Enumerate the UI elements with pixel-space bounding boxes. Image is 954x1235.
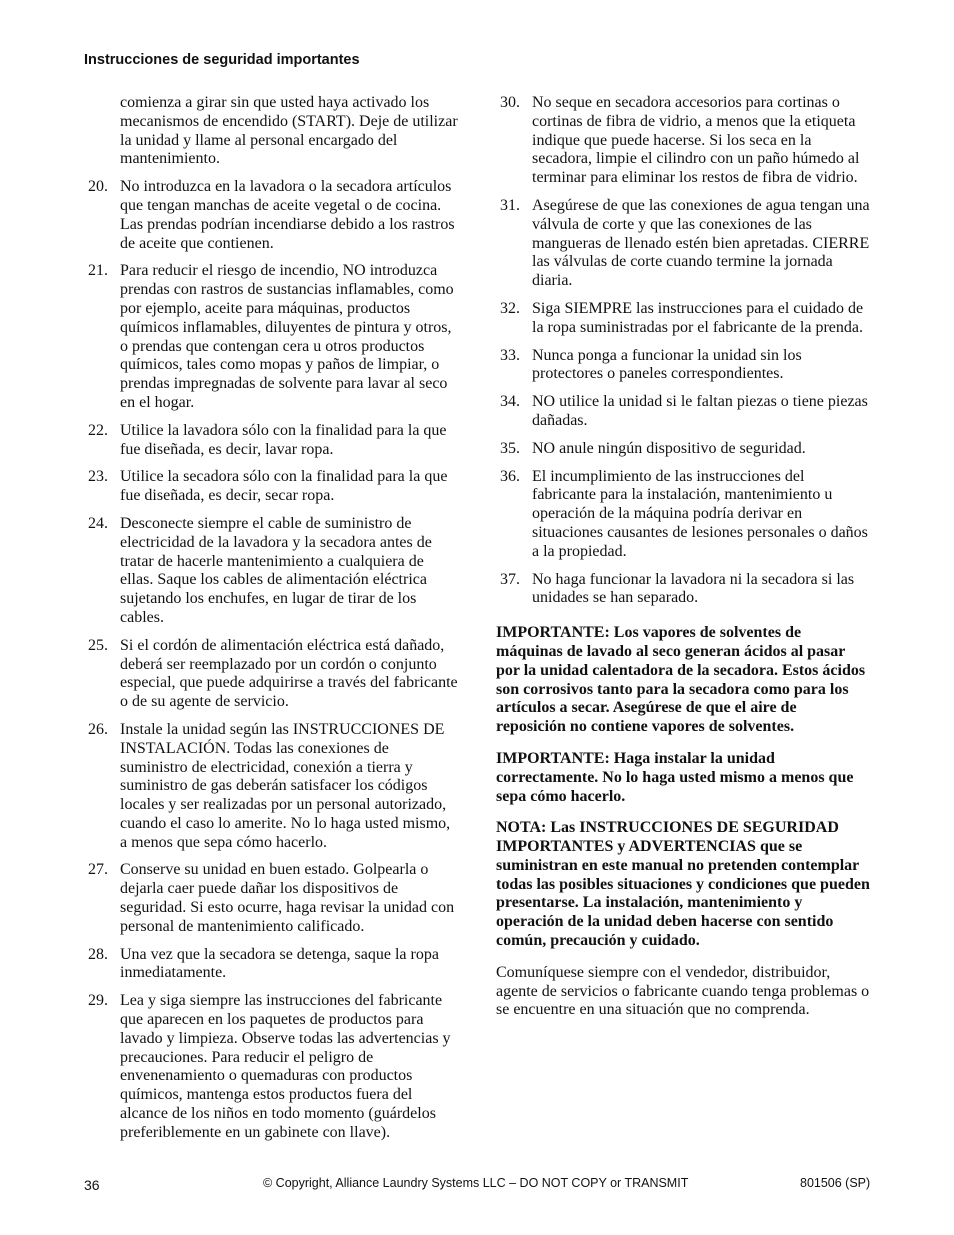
item-number: 24.	[88, 514, 108, 532]
list-item	[84, 992, 458, 1142]
list-item	[84, 422, 458, 460]
item-text: Nunca ponga a funcionar la unidad sin los protectores o paneles correspondientes.	[532, 346, 802, 383]
item-number: 27.	[88, 861, 108, 879]
item-text: Instale la unidad según las INSTRUCCIONES DE INSTALACIÓN. Todas las conexiones de suministro de electricidad, conexión a tierra y suministro de gas deberán satisfacer los códigos locales y ser realizadas por un personal autorizado, cuando el caso lo amerite. No lo haga usted mismo, a menos que sepa cómo hacerlo.	[120, 720, 451, 851]
item-text: Desconecte siempre el cable de suministro de electricidad de la lavadora y la secadora antes de tratar de hacerle mantenimiento a cualquiera de ellas. Saque los cables de alimentación eléctrica sujetando los enchufes, en lugar de tirar de los cables.	[120, 514, 432, 626]
list-item	[84, 468, 458, 506]
item-text: Utilice la lavadora sólo con la finalidad para la que fue diseñada, es decir, lavar ropa.	[120, 421, 447, 458]
contact-paragraph: Comuníquese siempre con el vendedor, distribuidor, agente de servicios o fabricante cuando tenga problemas o se encuentre en una situación que no comprenda.	[496, 963, 870, 1019]
left-column	[84, 94, 458, 1152]
important-note-solvents: IMPORTANTE: Los vapores de solventes de máquinas de lavado al seco generan ácidos al pasar por la unidad calentadora de la secadora. Estos ácidos son corrosivos tanto para la secadora como para los artículos a secar. Asegúrese de que el aire de reposición no contiene vapores de solventes.	[496, 624, 866, 736]
list-item	[496, 440, 870, 459]
list-item	[84, 721, 458, 853]
item-number: 28.	[88, 945, 108, 963]
item-text: No introduzca en la lavadora o la secadora artículos que tengan manchas de aceite vegetal o de cocina. Las prendas podrían incendiarse debido a los rastros de aceite que contienen.	[120, 178, 455, 252]
list-item	[496, 393, 870, 431]
item-number: 35.	[500, 439, 520, 457]
item-number: 23.	[88, 468, 108, 486]
item-text: Asegúrese de que las conexiones de agua tengan una válvula de corte y que las conexiones de las mangueras de llenado estén bien apretadas. CIERRE las válvulas de corte cuando termine la jornada diaria.	[532, 196, 870, 290]
list-item	[496, 300, 870, 338]
list-item	[84, 637, 458, 712]
page-number: 36	[84, 1177, 100, 1193]
item-number: 34.	[500, 393, 520, 411]
item-text: Lea y siga siempre las instrucciones del fabricante que aparecen en los paquetes de productos para lavado y limpieza. Observe todas las advertencias y precauciones. Para reducir el peligro de envenenamiento o quemaduras con productos químicos, mantenga estos productos fuera del alcance de los niños en todo momento (guárdelos preferiblemente en un gabinete con llave).	[120, 992, 451, 1141]
list-item	[496, 347, 870, 385]
item-number: 21.	[88, 262, 108, 280]
list-item	[496, 94, 870, 188]
item-number: 31.	[500, 196, 520, 214]
important-note-installation: IMPORTANTE: Haga instalar la unidad correctamente. No lo haga usted mismo a menos que sepa cómo hacerlo.	[496, 749, 854, 805]
item-number: 22.	[88, 421, 108, 439]
list-item	[84, 178, 458, 253]
item-text: Una vez que la secadora se detenga, saque la ropa inmediatamente.	[120, 945, 439, 982]
item-number: 36.	[500, 467, 520, 485]
continuation-text: comienza a girar sin que usted haya activado los mecanismos de encendido (START). Deje de utilizar la unidad y llame al personal encargado del mantenimiento.	[120, 94, 458, 168]
list-item	[84, 946, 458, 984]
item-text: El incumplimiento de las instrucciones del fabricante para la instalación, mantenimiento u operación de la máquina podría derivar en situaciones causantes de lesiones personales o daños a la propiedad.	[532, 467, 868, 560]
item-number: 37.	[500, 570, 520, 588]
copyright-notice: © Copyright, Alliance Laundry Systems LLC – DO NOT COPY or TRANSMIT	[263, 1176, 689, 1190]
list-item	[496, 468, 870, 562]
item-text: Para reducir el riesgo de incendio, NO introduzca prendas con rastros de sustancias inflamables, como por ejemplo, aceite para máquinas, productos químicos inflamables, diluyentes de pintura y otros, o prendas que contengan cera u otros productos químicos, tales como mopas y paños de limpiar, o prendas impregnadas de solvente para lavar al seco en el hogar.	[120, 262, 454, 411]
item-text: Siga SIEMPRE las instrucciones para el cuidado de la ropa suministradas por el fabricante de la prenda.	[532, 299, 864, 336]
list-item	[496, 197, 870, 291]
list-item	[84, 861, 458, 936]
item-number: 32.	[500, 299, 520, 317]
item-text: NO anule ningún dispositivo de seguridad.	[532, 439, 806, 457]
item-text: Si el cordón de alimentación eléctrica está dañado, deberá ser reemplazado por un cordón o conjunto especial, que puede adquirirse a través del fabricante o de su agente de servicio.	[120, 636, 458, 711]
item-number: 20.	[88, 178, 108, 196]
item-number: 29.	[88, 992, 108, 1010]
safety-note: NOTA: Las INSTRUCCIONES DE SEGURIDAD IMPORTANTES y ADVERTENCIAS que se suministran en este manual no pretenden contemplar todas las posibles situaciones y condiciones que pueden presentarse. La instalación, mantenimiento y operación de la unidad deben hacerse con sentido común, precaución y cuidado.	[496, 819, 870, 950]
item-number: 25.	[88, 636, 108, 654]
item-text: Conserve su unidad en buen estado. Golpearla o dejarla caer puede dañar los dispositivos de seguridad. Si esto ocurre, haga revisar la unidad con personal de mantenimiento calificado.	[120, 861, 455, 935]
list-item	[84, 515, 458, 628]
right-column	[496, 94, 870, 1033]
list-item	[84, 262, 458, 412]
page-header-title: Instrucciones de seguridad importantes	[84, 52, 360, 68]
item-text: NO utilice la unidad si le faltan piezas o tiene piezas dañadas.	[532, 393, 868, 429]
list-item	[496, 571, 870, 609]
item-text: No seque en secadora accesorios para cortinas o cortinas de fibra de vidrio, a menos que la etiqueta indique que puede hacerse. Si los seca en la secadora, limpie el cilindro con un paño húmedo al terminar para eliminar los restos de fibra de vidrio.	[532, 94, 860, 187]
item-number: 26.	[88, 720, 108, 738]
document-code: 801506 (SP)	[800, 1176, 871, 1190]
item-text: No haga funcionar la lavadora ni la secadora si las unidades se han separado.	[532, 570, 855, 607]
item-number: 30.	[500, 94, 520, 111]
item-number: 33.	[500, 346, 520, 364]
item-text: Utilice la secadora sólo con la finalidad para la que fue diseñada, es decir, secar ropa.	[120, 468, 448, 505]
